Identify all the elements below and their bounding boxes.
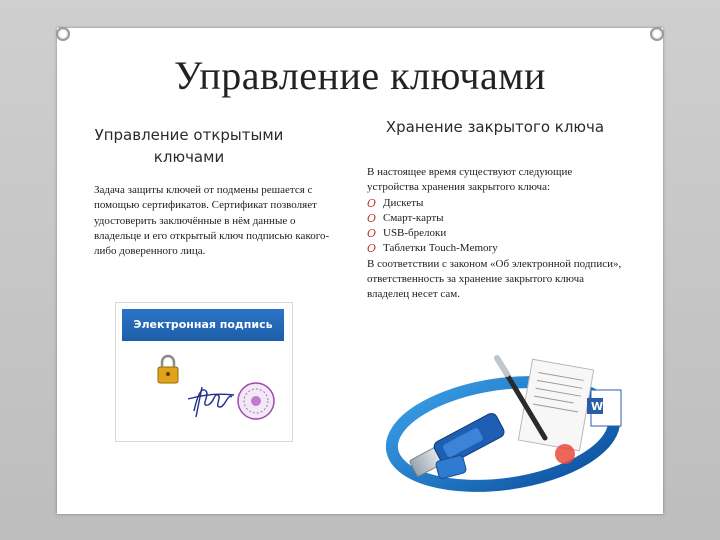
- left-heading: Управление открытыми ключами: [94, 126, 284, 166]
- signature-illustration: [116, 303, 292, 441]
- left-paragraph: Задача защиты ключей от подмены решается с помощью сертификатов. Сертификат позволяет удостоверить заключённые в нём данные о владельце и его открытый ключ подписью какого-либо доверенного лица.: [94, 184, 330, 258]
- list-item: O Дискеты: [367, 196, 424, 210]
- bullet-icon: O: [367, 242, 377, 256]
- svg-text:W: W: [591, 400, 604, 413]
- storage-device-list: [367, 196, 622, 257]
- slide-title: Управление ключами: [174, 53, 546, 98]
- electronic-signature-image: [115, 302, 293, 442]
- right-intro: В настоящее время существуют следующие устройства хранения закрытого ключа:: [367, 166, 573, 194]
- lock-icon: [158, 356, 178, 383]
- list-item: O Смарт-карты: [367, 211, 444, 225]
- word-document-icon: [587, 390, 621, 426]
- right-text-block: [367, 165, 622, 303]
- signature-banner: Электронная подпись: [122, 309, 284, 341]
- list-item: O USB-брелоки: [367, 227, 447, 241]
- corner-pin-icon: [650, 27, 664, 41]
- bullet-icon: O: [367, 196, 377, 210]
- bullet-icon: O: [367, 227, 377, 241]
- right-closing: В соответствии с законом «Об электронной подписи», ответственность за хранение закрытого ключа владелец несет сам.: [367, 257, 622, 301]
- key-storage-illustration: [385, 354, 633, 504]
- usb-document-pen-illustration: [385, 354, 633, 504]
- list-item: O Таблетки Touch-Memory: [367, 242, 498, 256]
- right-heading: Хранение закрытого ключа: [385, 118, 605, 136]
- signature-scribble-icon: [188, 387, 234, 417]
- bullet-icon: O: [367, 211, 377, 225]
- slide: [57, 28, 663, 514]
- corner-pin-icon: [56, 27, 70, 41]
- stamp-seal-icon: [238, 383, 274, 419]
